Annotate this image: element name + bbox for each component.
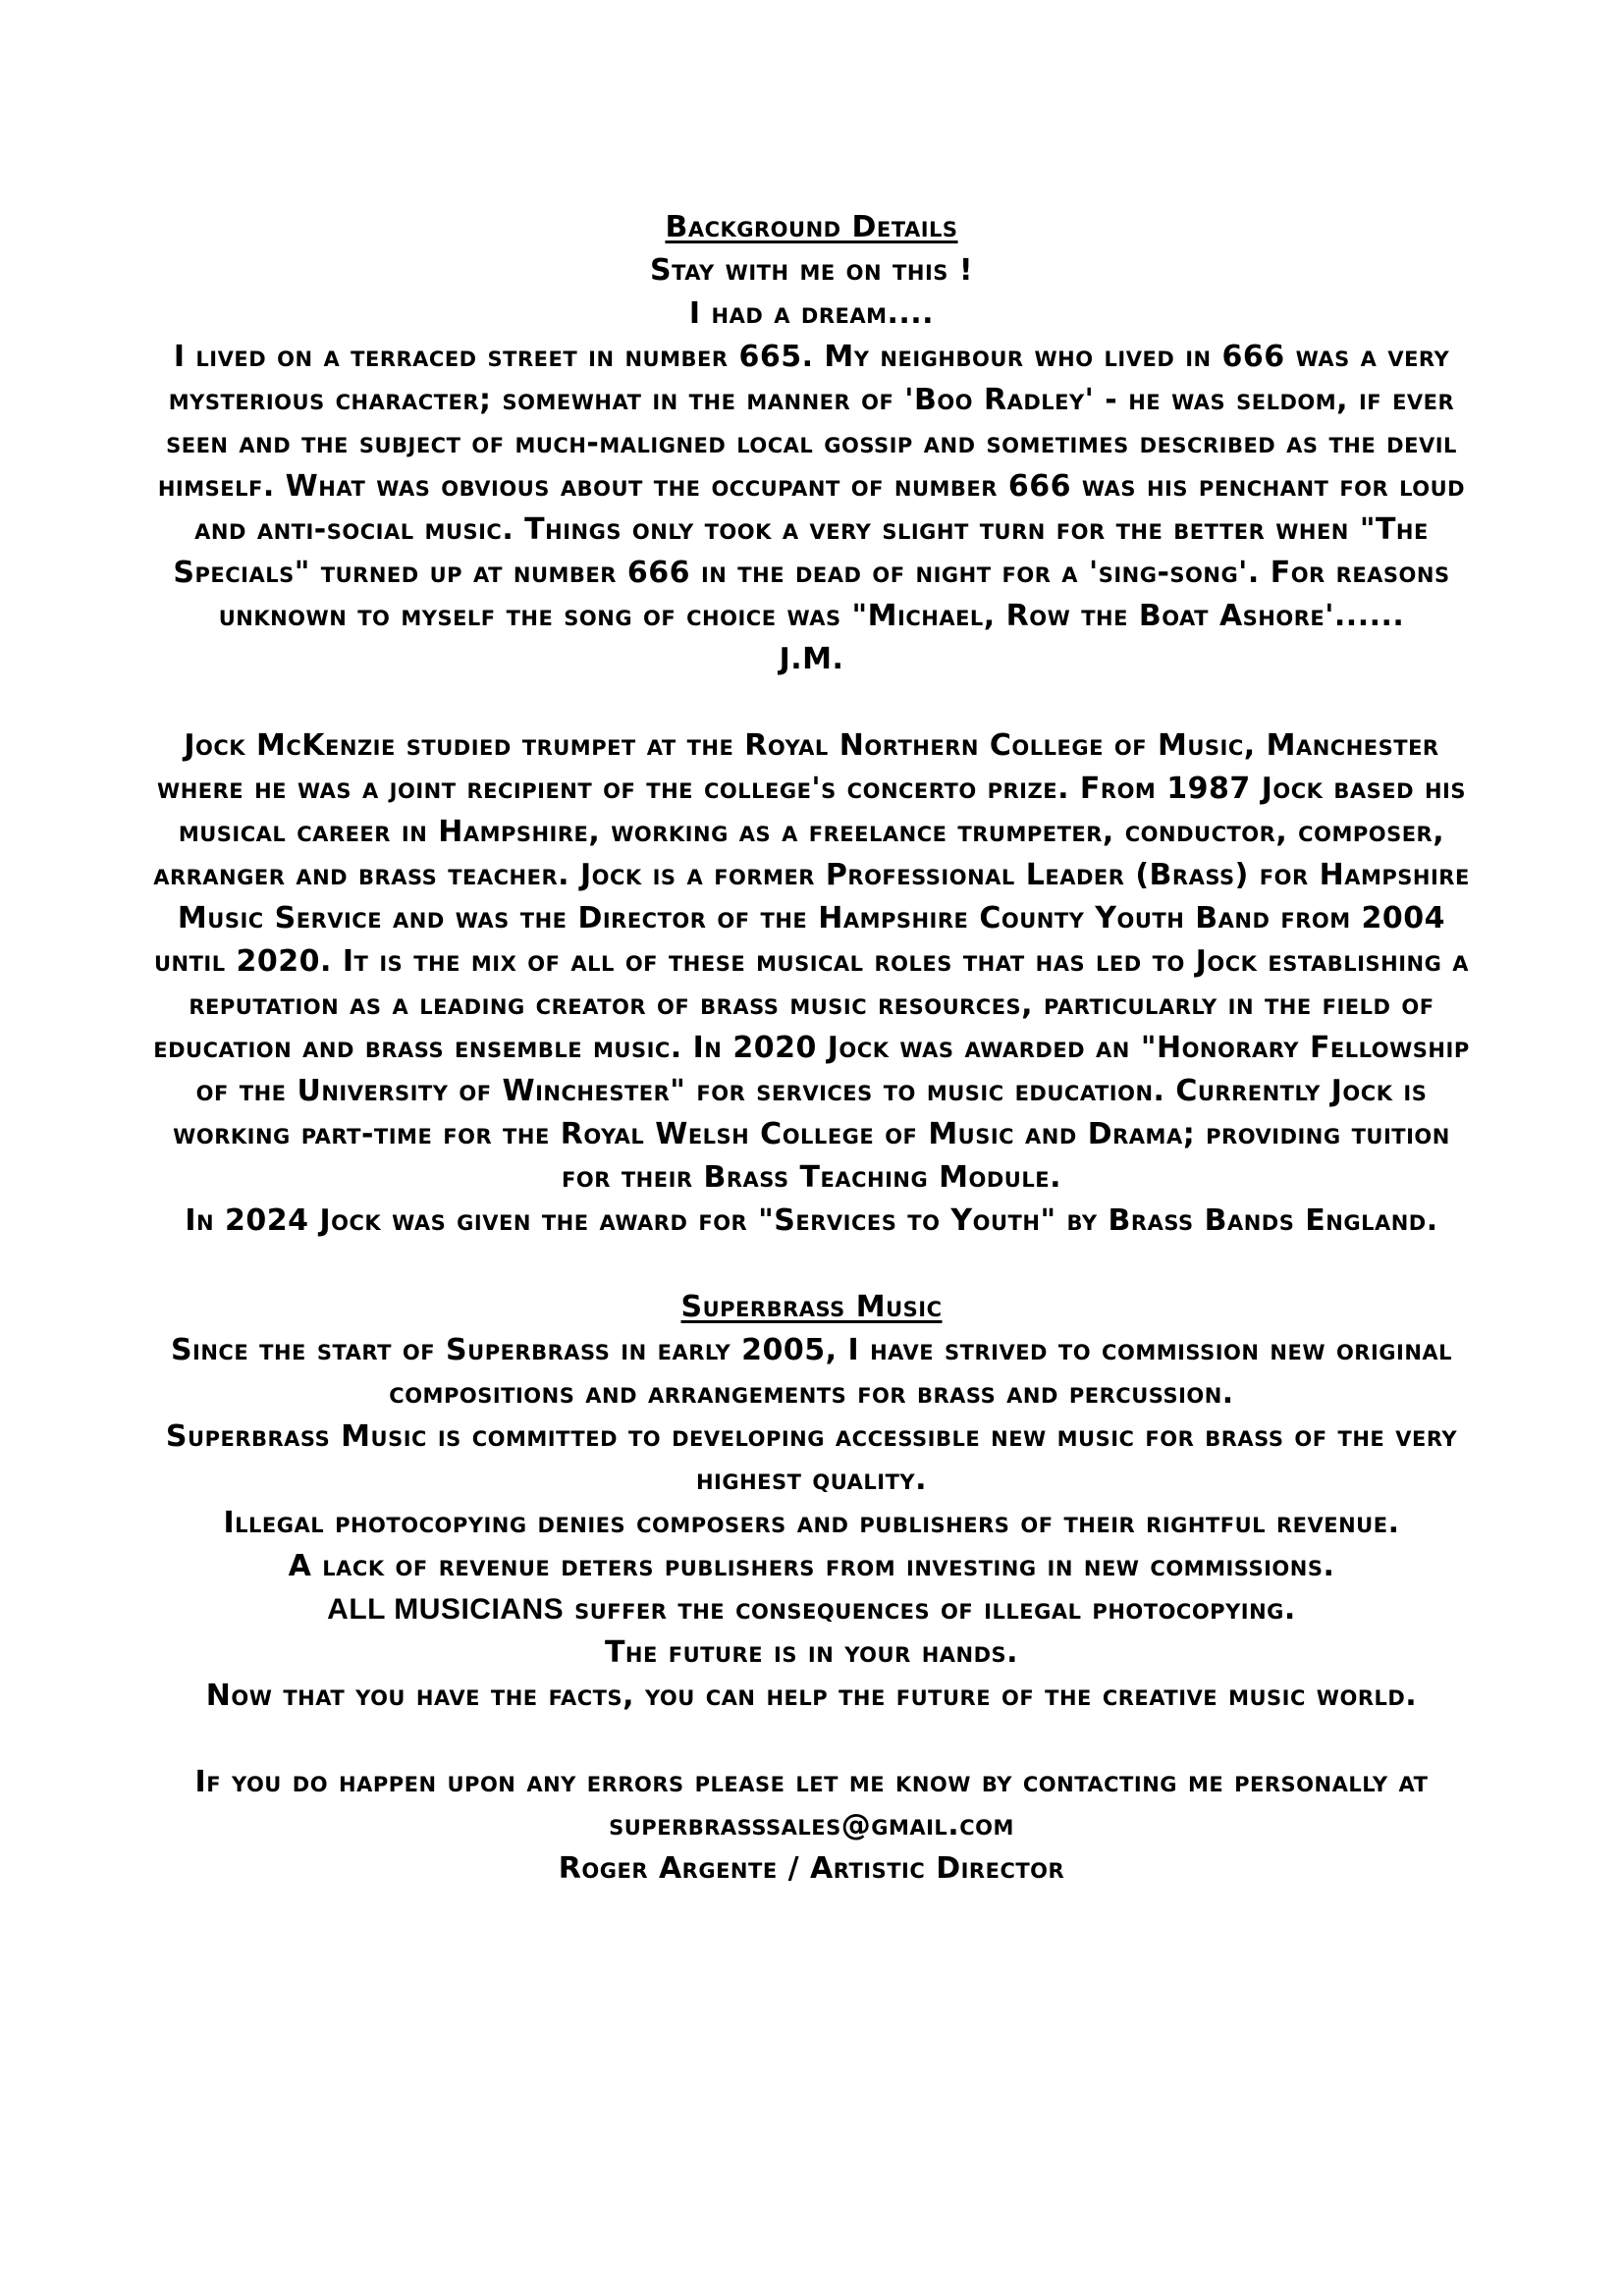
- spacer: [147, 1718, 1476, 1761]
- contact-email: superbrasssales@gmail.com: [609, 1808, 1014, 1842]
- superbrass-line-3: Illegal photocopying denies composers and publishers of their rightful revenue.: [223, 1506, 1400, 1540]
- superbrass-line-7: Now that you have the facts, you can help the future of the creative music world.: [205, 1679, 1418, 1713]
- contact-line: If you do happen upon any errors please let me know by contacting me personally at: [194, 1765, 1429, 1799]
- superbrass-line-6: The future is in your hands.: [604, 1635, 1019, 1670]
- all-musicians-emphasis: ALL MUSICIANS: [327, 1593, 565, 1626]
- spacer: [147, 681, 1476, 724]
- background-heading: Background Details: [665, 210, 958, 244]
- superbrass-line-5: [147, 1588, 1476, 1631]
- spacer: [147, 1243, 1476, 1286]
- superbrass-paragraph-1: Since the start of Superbrass in early 2005, I have strived to commission new original compositions and arrangements for brass and percussion.: [170, 1333, 1453, 1411]
- superbrass-heading: Superbrass Music: [680, 1290, 943, 1324]
- story-signoff: J.M.: [779, 642, 844, 676]
- intro-line-1: Stay with me on this !: [649, 253, 974, 288]
- signature-line: Roger Argente / Artistic Director: [558, 1851, 1065, 1886]
- dream-story-paragraph: I lived on a terraced street in number 665. My neighbour who lived in 666 was a very mysterious character; somewhat in the manner of 'Boo Radley' - he was seldom, if ever seen and the subject of much-maligned local gossip and sometimes described as the devil himself. What was obvious about the occupant of number 666 was his penchant for loud and anti-social music. Things only took a very slight turn for the better when "The Specials" turned up at number 666 in the dead of night for a 'sing-song'. For reasons unknown to myself the song of choice was "Michael, Row the Boat Ashore'......: [157, 340, 1466, 633]
- page-content: [147, 206, 1476, 1891]
- biography-paragraph: Jock McKenzie studied trumpet at the Royal Northern College of Music, Manchester where he was a joint recipient of the college's concerto prize. From 1987 Jock based his musical career in Hampshire, working as a freelance trumpeter, conductor, composer, arranger and brass teacher. Jock is a former Professional Leader (Brass) for Hampshire Music Service and was the Director of the Hampshire County Youth Band from 2004 until 2020. It is the mix of all of these musical roles that has led to Jock establishing a reputation as a leading creator of brass music resources, particularly in the field of education and brass ensemble music. In 2020 Jock was awarded an "Honorary Fellowship of the University of Winchester" for services to music education. Currently Jock is working part-time for the Royal Welsh College of Music and Drama; providing tuition for their Brass Teaching Module.: [153, 728, 1470, 1195]
- intro-line-2: I had a dream....: [688, 296, 935, 331]
- superbrass-line-5-rest: suffer the consequences of illegal photocopying.: [564, 1592, 1296, 1627]
- superbrass-paragraph-2: Superbrass Music is committed to developing accessible new music for brass of the very highest quality.: [165, 1419, 1458, 1497]
- superbrass-line-4: A lack of revenue deters publishers from investing in new commissions.: [288, 1549, 1335, 1583]
- biography-award-line: In 2024 Jock was given the award for "Services to Youth" by Brass Bands England.: [185, 1203, 1438, 1238]
